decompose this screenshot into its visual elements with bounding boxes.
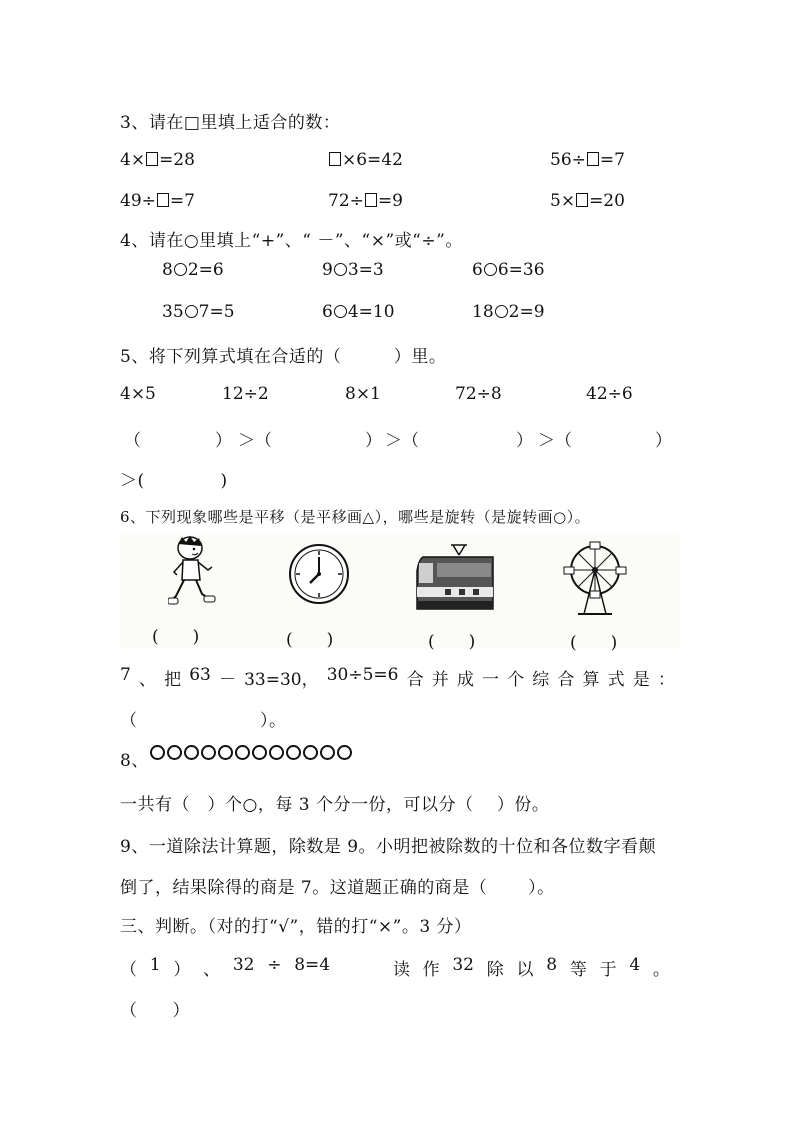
q5-title: 5、将下列算式填在合适的（ ）里。 bbox=[120, 347, 447, 367]
circle-mark bbox=[150, 745, 165, 760]
q4-item-6: 18 2=9 bbox=[472, 302, 545, 322]
s3-title: 三、判断。（对的打“√”，错的打“×”。3 分） bbox=[120, 917, 472, 937]
q5-expr-2: 12÷2 bbox=[222, 384, 269, 404]
q5-expr-5: 42÷6 bbox=[586, 384, 633, 404]
blank-circle[interactable] bbox=[334, 263, 347, 276]
blank-circle[interactable] bbox=[495, 305, 508, 318]
q5-paren: ） bbox=[655, 431, 672, 451]
blank-circle[interactable] bbox=[185, 305, 198, 318]
blank-box[interactable] bbox=[576, 193, 588, 207]
circle-mark bbox=[303, 745, 318, 760]
circle-mark bbox=[337, 745, 352, 760]
q8-circles bbox=[150, 745, 352, 760]
q3-item-6: 5× =20 bbox=[550, 191, 625, 211]
q4-item-5: 6 4=10 bbox=[322, 302, 395, 322]
q3-item-2: ×6=42 bbox=[328, 150, 403, 170]
s3-q1-blank[interactable]: （ ） bbox=[120, 1001, 190, 1021]
q5-expr-1: 4×5 bbox=[120, 384, 156, 404]
q5-expr-4: 72÷8 bbox=[455, 384, 502, 404]
q8-title: 8、 bbox=[120, 751, 149, 771]
blank-box[interactable] bbox=[146, 152, 158, 166]
q9-line1: 9、一道除法计算题，除数是 9。小明把被除数的十位和各位数字看颠 bbox=[120, 837, 657, 857]
blank-circle[interactable] bbox=[484, 263, 497, 276]
q4-item-3: 6 6=36 bbox=[472, 260, 545, 280]
q7-line1: 7 、 把 63 － 33=30， 30÷5=6 合 并 成 一 个 综 合 算 式 是 ： bbox=[120, 665, 675, 690]
circle-mark bbox=[201, 745, 216, 760]
q4-item-4: 35 7=5 bbox=[162, 302, 235, 322]
blank-box[interactable] bbox=[157, 193, 169, 207]
circle-mark bbox=[218, 745, 233, 760]
q4-item-2: 9 3=3 bbox=[322, 260, 384, 280]
q3-item-4: 49÷ =7 bbox=[120, 191, 195, 211]
q4-title: 4、请在○里填上“+”、“ －”、“×”或“÷”。 bbox=[120, 231, 463, 251]
q6-blank-4[interactable]: ( ) bbox=[570, 633, 618, 653]
q5-paren: （ bbox=[124, 431, 141, 451]
circle-mark bbox=[286, 745, 301, 760]
q4-item-1: 8 2=6 bbox=[162, 260, 224, 280]
circle-mark bbox=[167, 745, 182, 760]
q6-title: 6、下列现象哪些是平移（是平移画△），哪些是旋转（是旋转画○）。 bbox=[120, 508, 591, 526]
s3-q1: （ 1 ） 、 32 ÷ 8=4 读 作 32 除 以 8 等 于 4 。 bbox=[120, 955, 670, 980]
q5-paren: ） bbox=[516, 431, 533, 451]
circle-mark bbox=[269, 745, 284, 760]
clock-icon bbox=[288, 543, 350, 605]
circle-mark bbox=[235, 745, 250, 760]
q6-blank-3[interactable]: ( ) bbox=[428, 632, 476, 652]
blank-box[interactable] bbox=[365, 193, 377, 207]
q6-blank-2[interactable]: ( ) bbox=[286, 630, 334, 650]
q3-item-3: 56÷ =7 bbox=[550, 150, 625, 170]
q7-line2: （ ）。 bbox=[120, 711, 287, 731]
q5-paren: ＞（ bbox=[238, 431, 272, 451]
circle-mark bbox=[184, 745, 199, 760]
q5-row2: ＞( ) bbox=[120, 471, 228, 491]
blank-circle[interactable] bbox=[334, 305, 347, 318]
circle-mark bbox=[252, 745, 267, 760]
blank-box[interactable] bbox=[329, 152, 341, 166]
blank-box[interactable] bbox=[587, 152, 599, 166]
q3-item-1: 4× =28 bbox=[120, 150, 195, 170]
q5-paren: ） bbox=[365, 431, 382, 451]
q3-title: 3、请在□里填上适合的数： bbox=[120, 113, 341, 133]
q9-line2: 倒了，结果除得的商是 7。这道题正确的商是（ ）。 bbox=[120, 878, 555, 898]
blank-circle[interactable] bbox=[174, 263, 187, 276]
q6-blank-1[interactable]: ( ) bbox=[152, 627, 200, 647]
q5-paren: ＞（ bbox=[538, 431, 572, 451]
q5-expr-3: 8×1 bbox=[345, 384, 381, 404]
ferris-wheel-icon bbox=[562, 540, 628, 618]
q5-paren: ） bbox=[215, 431, 232, 451]
circle-mark bbox=[320, 745, 335, 760]
q5-paren: ＞（ bbox=[385, 431, 419, 451]
running-boy-icon bbox=[168, 534, 218, 614]
q3-item-5: 72÷ =9 bbox=[328, 191, 403, 211]
tram-icon bbox=[415, 543, 497, 613]
q8-text: 一共有（ ）个○，每 3 个分一份，可以分（ ）份。 bbox=[120, 795, 550, 815]
